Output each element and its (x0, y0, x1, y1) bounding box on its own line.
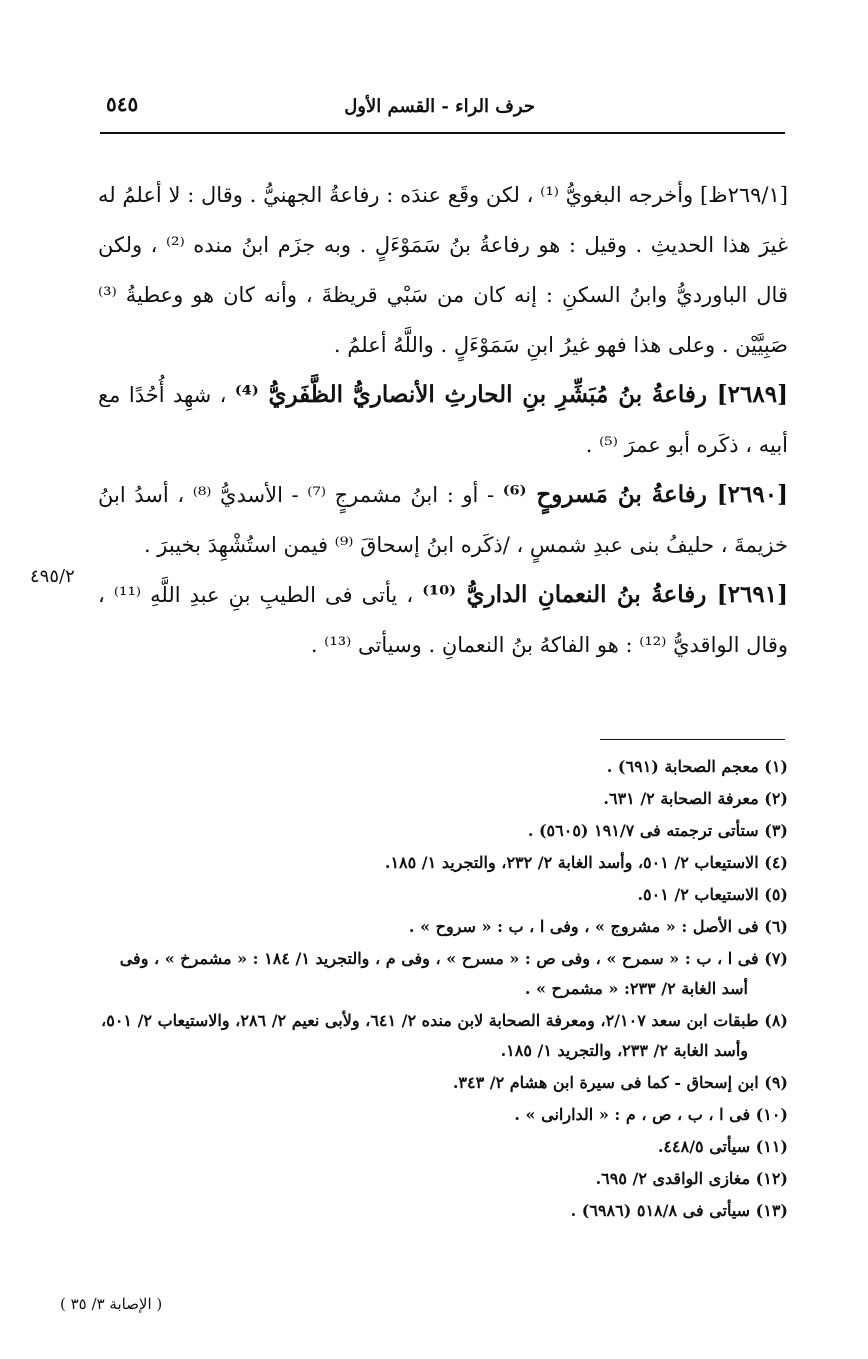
footnote-9: (٩) ابن إسحاق - كما فى سيرة ابن هشام ٢/ ٣٤٣. (452, 1073, 788, 1092)
page-header (100, 92, 785, 134)
footnote-7: (٧) فى ا ، ب : « سمرح » ، وفى ص : « مسرح » ، وفى م ، والتجريد ١/ ١٨٤ : « مشمرخ » ، وفى أسد الغابة ٢/ ٢٣٣: « مشمرح » . (119, 949, 788, 998)
footnote-6: (٦) فى الأصل : « مشروج » ، وفى ا ، ب : « سروح » . (408, 917, 788, 936)
main-text (98, 170, 788, 670)
footnote-2: (٢) معرفة الصحابة ٢/ ٦٣١. (603, 789, 788, 808)
margin-volume-reference: ٤٩٥/٢ (30, 566, 75, 587)
footnote-11: (١١) سيأتى ٤٤٨/٥. (657, 1137, 788, 1156)
footnote-13: (١٣) سيأتى فى ٥١٨/٨ (٦٩٨٦) . (570, 1201, 788, 1220)
entry-2690-heading: [٢٦٩٠] رفاعةُ بنُ مَسروحٍ ⁽⁶⁾ (502, 481, 788, 508)
entry-2689 (98, 370, 788, 470)
footnote-4: (٤) الاستيعاب ٢/ ٥٠١، وأسد الغابة ٢/ ٢٣٢، والتجريد ١/ ١٨٥. (384, 853, 788, 872)
entry-2691-text: ، يأتى فى الطيبِ بنِ عبدِ اللَّهِ ⁽¹¹⁾ ، وقال الواقديُّ ⁽¹²⁾ : هو الفاكهُ بنُ النعمانِ . وسيأتى ⁽¹³⁾ . (98, 583, 788, 657)
footnote-1: (١) معجم الصحابة (٦٩١) . (606, 757, 788, 776)
footnote-8: (٨) طبقات ابن سعد ٢/١٠٧، ومعرفة الصحابة لابن منده ٢/ ٦٤١، ولأبى نعيم ٢/ ٢٨٦، والاستيعاب ٢/ ٥٠١، وأسد الغابة ٢/ ٢٣٣، والتجريد ١/ ١٨٥. (101, 1011, 788, 1060)
entry-2689-text: ، شهِد أُحُدًا مع أبيه ، ذكَره أبو عمرَ ⁽⁵⁾ . (98, 383, 788, 457)
footnote-3: (٣) ستأتى ترجمته فى ١٩١/٧ (٥٦٠٥) . (527, 821, 788, 840)
footnote-10: (١٠) فى ا ، ب ، ص ، م : « الدارانى » . (514, 1105, 788, 1124)
entry-2690-text: - أو : ابنُ مشمرجٍ ⁽⁷⁾ - الأسديُّ ⁽⁸⁾ ، أسدُ ابنُ خزيمةَ ، حليفُ بنى عبدِ شمسٍ ، /ذكَره ابنُ إسحاقَ ⁽⁹⁾ فيمن استُشْهِدَ بخيبرَ . (98, 483, 788, 557)
footnote-12: (١٢) مغازى الواقدى ٢/ ٦٩٥. (595, 1169, 788, 1188)
footnote-5: (٥) الاستيعاب ٢/ ٥٠١. (637, 885, 788, 904)
page-number: ٥٤٥ (106, 92, 139, 116)
entry-2691-heading: [٢٦٩١] رفاعةُ بنُ النعمانِ الداريُّ ⁽¹⁰⁾ (422, 581, 788, 608)
entry-2689-heading: [٢٦٨٩] رفاعةُ بنُ مُبَشِّرِ بنِ الحارثِ الأنصاريُّ الظَّفَريُّ ⁽⁴⁾ (234, 381, 788, 408)
paragraph-1: [٢٦٩/١ظ] وأخرجه البغويُّ ⁽¹⁾ ، لكن وقَع عندَه : رفاعةُ الجهنيُّ . وقال : لا أعلمُ له غيرَ هذا الحديثِ . وقيل : هو رفاعةُ بنُ سَمَوْءَلٍ . وبه جزَم ابنُ منده ⁽²⁾ ، ولكن قال الباورديُّ وابنُ السكنِ : إنه كان من سَبْي قريظةَ ، وأنه كان هو وعطيةُ ⁽³⁾ صَبِيَّيْن . وعلى هذا فهو غيرُ ابنِ سَمَوْءَلٍ . واللَّهُ أعلمُ . (98, 183, 788, 357)
signature-note: ( الإصابة ٣/ ٣٥ ) (60, 1295, 163, 1313)
running-title: حرف الراء - القسم الأول (344, 96, 535, 117)
footnote-separator (600, 739, 785, 740)
footnotes (98, 752, 788, 1228)
entry-2691 (98, 570, 788, 670)
entry-2690 (98, 470, 788, 570)
